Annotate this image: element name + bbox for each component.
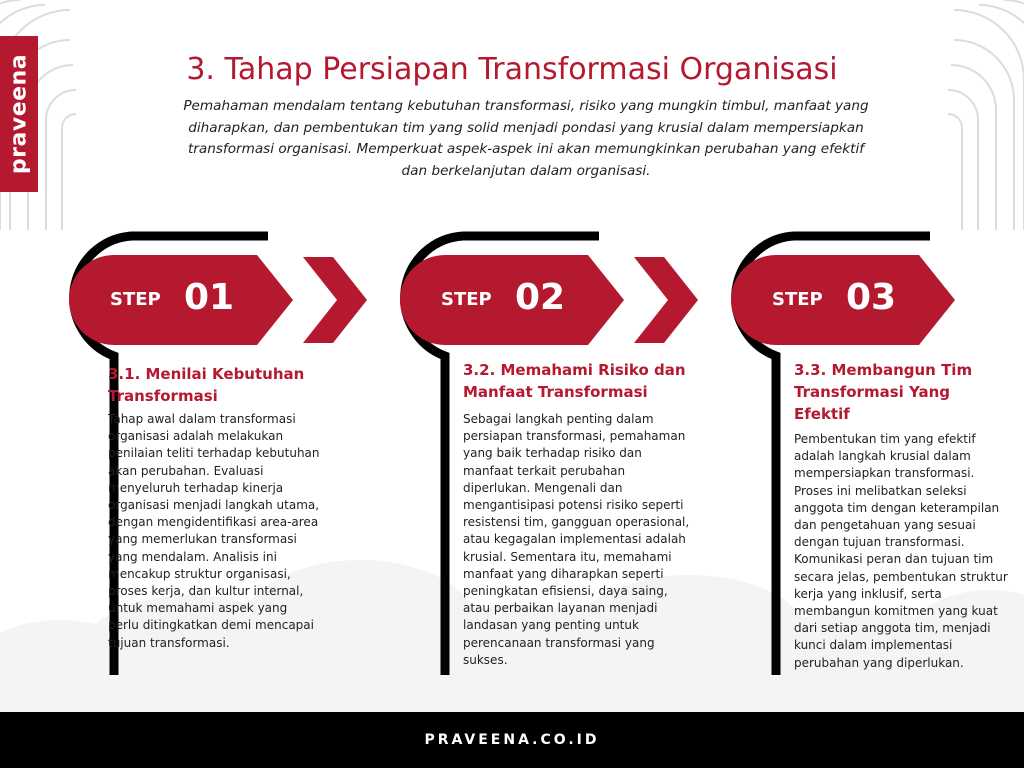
decorative-arc-lines-right [934, 0, 1024, 230]
brand-logo: praveena [6, 53, 32, 175]
step-heading: 3.1. Menilai Kebutuhan Transformasi [108, 365, 305, 405]
step-body: Pembentukan tim yang efektif adalah langkah krusial dalam mempersiapkan transformasi. Proses ini melibatkan seleksi anggota tim dengan keterampilan dan pengetahuan yang sesuai dengan tujuan transformasi. Komunikasi peran dan tujuan tim secara jelas, pembentukan struktur kerja yang inklusif, serta membangun komitmen yang kuat dari setiap anggota tim, menjadi kunci dalam implementasi perubahan yang diperlukan. [794, 432, 1008, 670]
page-subtitle: Pemahaman mendalam tentang kebutuhan transformasi, risiko yang mungkin timbul, manfaat yang diharapkan, dan pembentukan tim yang solid menjadi pondasi yang krusial dalam mempersiapkan transformasi organisasi. Memperkuat aspek-aspek ini akan memungkinkan perubahan yang efektif dan berkelanjutan dalam organisasi. [183, 98, 869, 179]
page-title: 3. Tahap Persiapan Transformasi Organisasi [186, 52, 838, 87]
step-number: 03 [846, 277, 897, 318]
step-label: STEP [110, 289, 161, 310]
step-number: 01 [184, 277, 235, 318]
step-body: Tahap awal dalam transformasi organisasi adalah melakukan penilaian teliti terhadap kebutuhan akan perubahan. Evaluasi menyeluruh terhadap kinerja organisasi menjadi langkah utama, dengan mengidentifikasi area-area yang memerlukan transformasi yang mendalam. Analisis ini mencakup struktur organisasi, proses kerja, dan kultur internal, untuk memahami aspek yang perlu ditingkatkan demi mencapai tujuan transformasi. [108, 412, 320, 650]
step-number: 02 [515, 277, 566, 318]
step-heading: 3.3. Membangun Tim Transformasi Yang Efektif [794, 361, 973, 423]
step-label: STEP [772, 289, 823, 310]
step-body: Sebagai langkah penting dalam persiapan transformasi, pemahaman yang baik terhadap risiko dan manfaat terkait perubahan diperlukan. Mengenali dan mengantisipasi potensi risiko seperti resistensi tim, gangguan operasional, atau kegagalan implementasi adalah krusial. Sementara itu, memahami manfaat yang diharapkan seperti peningkatan efisiensi, daya saing, atau perbaikan layanan menjadi landasan yang penting untuk perencanaan transformasi yang sukses. [463, 412, 690, 667]
step-heading: 3.2. Memahami Risiko dan Manfaat Transformasi [463, 361, 686, 401]
step-label: STEP [441, 289, 492, 310]
step-card-2 [383, 225, 713, 685]
footer-website-link[interactable]: PRAVEENA.CO.ID [0, 712, 1024, 768]
step-card-1 [52, 225, 382, 685]
step-card-3 [714, 225, 1024, 685]
